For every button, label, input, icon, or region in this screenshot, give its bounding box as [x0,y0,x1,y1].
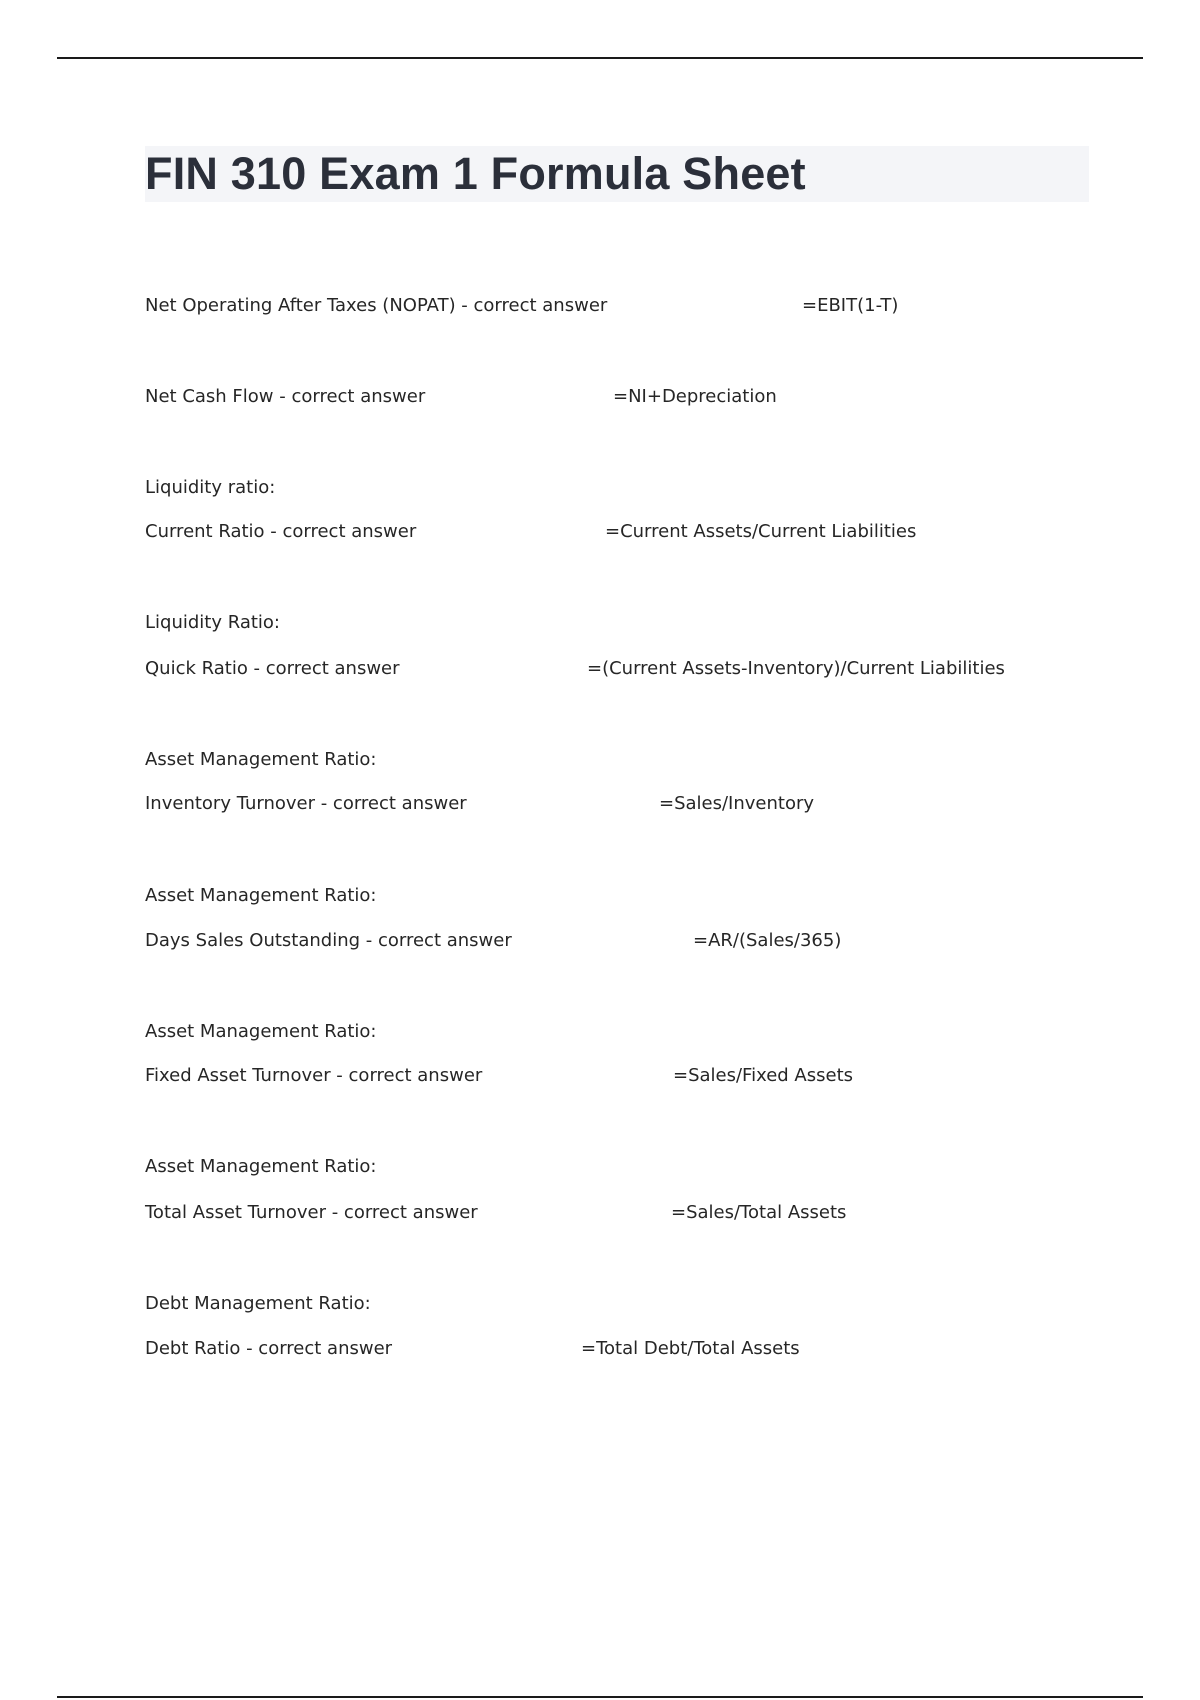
ratio-category: Asset Management Ratio: [145,1021,377,1042]
term-answer: =NI+Depreciation [613,386,777,407]
page-title: FIN 310 Exam 1 Formula Sheet [145,148,806,199]
term-answer: =(Current Assets-Inventory)/Current Liabilities [587,658,1005,679]
term-question: Debt Ratio - correct answer [145,1338,393,1359]
bottom-rule [57,1696,1143,1698]
term-answer: =Sales/Inventory [659,793,815,814]
ratio-category: Liquidity ratio: [145,477,276,498]
term-question: Total Asset Turnover - correct answer [145,1202,478,1223]
term-question: Inventory Turnover - correct answer [145,793,467,814]
ratio-category: Asset Management Ratio: [145,1156,377,1177]
ratio-category: Debt Management Ratio: [145,1293,371,1314]
term-answer: =EBIT(1-T) [802,295,899,316]
top-rule [57,57,1143,59]
term-answer: =Sales/Total Assets [671,1202,847,1223]
term-question: Fixed Asset Turnover - correct answer [145,1065,483,1086]
term-answer: =Total Debt/Total Assets [581,1338,800,1359]
term-question: Days Sales Outstanding - correct answer [145,930,512,951]
term-question: Net Cash Flow - correct answer [145,386,426,407]
ratio-category: Liquidity Ratio: [145,612,280,633]
term-answer: =Current Assets/Current Liabilities [605,521,917,542]
term-answer: =AR/(Sales/365) [693,930,842,951]
term-question: Quick Ratio - correct answer [145,658,400,679]
term-question: Current Ratio - correct answer [145,521,417,542]
ratio-category: Asset Management Ratio: [145,885,377,906]
ratio-category: Asset Management Ratio: [145,749,377,770]
term-question: Net Operating After Taxes (NOPAT) - correct answer [145,295,608,316]
term-answer: =Sales/Fixed Assets [673,1065,853,1086]
